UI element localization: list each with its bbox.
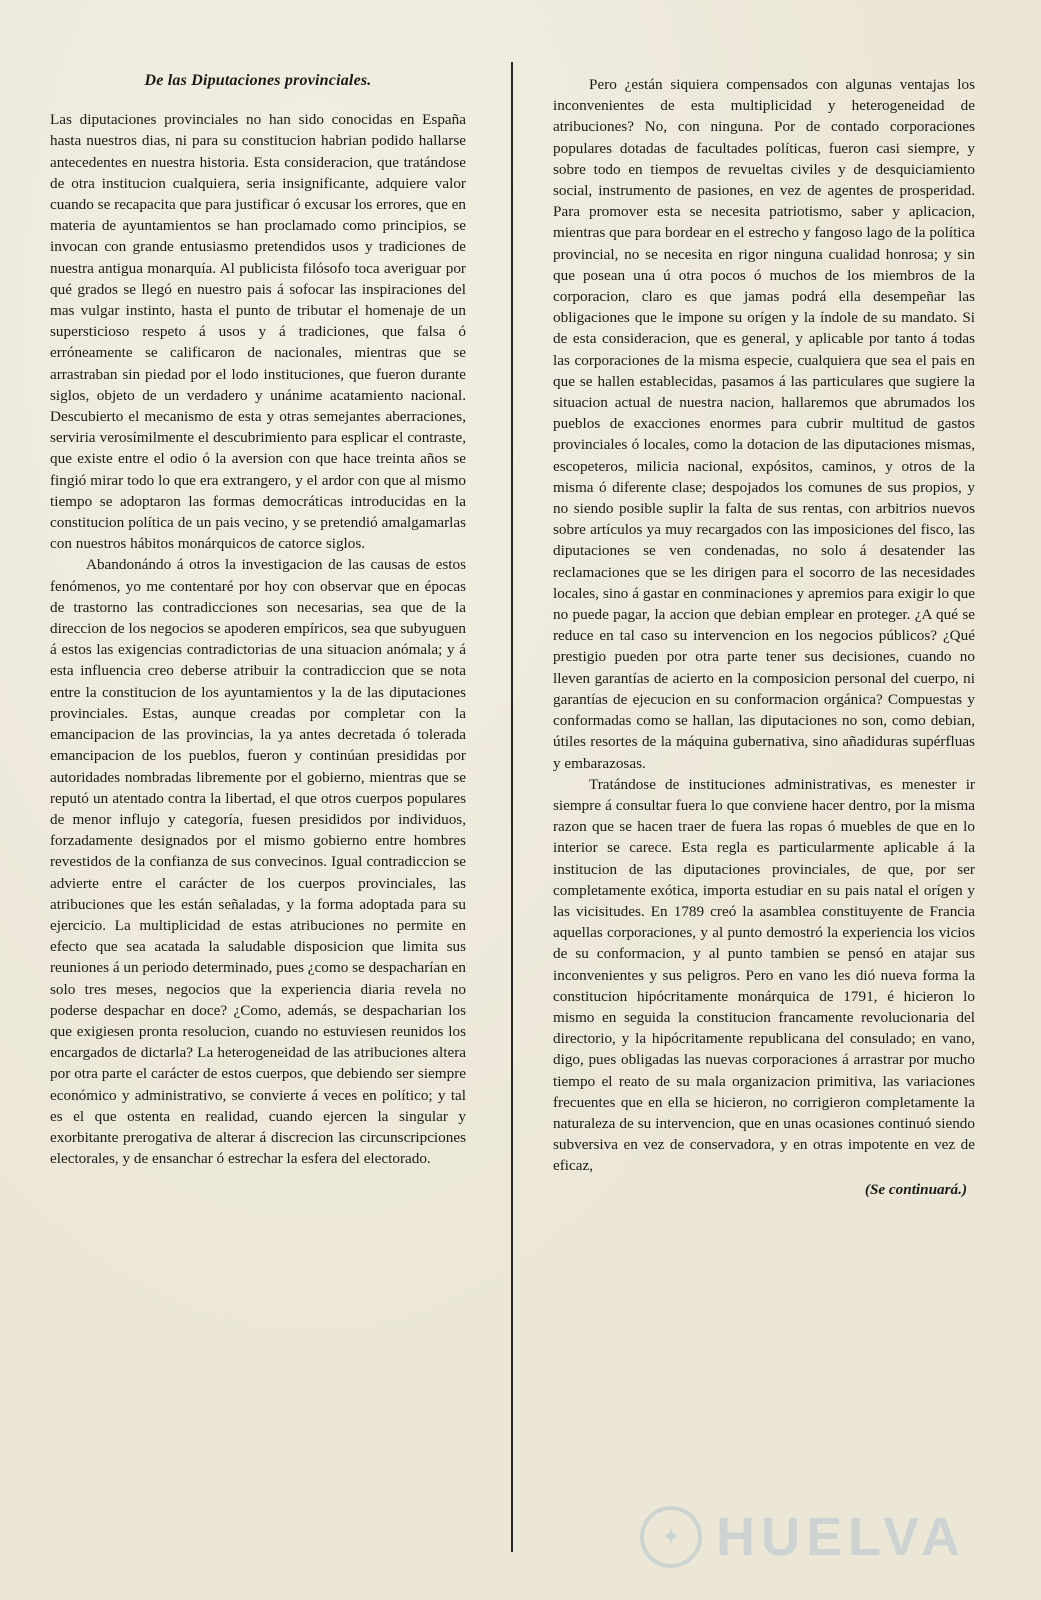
- paragraph-1: Las diputaciones provinciales no han sido conocidas en España hasta nuestros dias, ni para su constitucion habrian podido hallarse antecedentes en nuestra historia. Esta consideracion, que tratándose de otra institucion cualquiera, seria insignificante, adquiere valor cuando se recapacita que para justificar ó excusar los errores, que en materia de ayuntamientos se han proclamado como principios, se invocan con grande entusiasmo pretendidos usos y tradiciones de nuestra antigua monarquía. Al publicista filósofo toca averiguar por qué grados se llegó en nuestro pais á sofocar las inspiraciones del mas vulgar instinto, hasta el punto de tributar el homenaje de un supersticioso respeto á usos y á tradiciones, que falsa ó erróneamente se calificaron de nacionales, mientras que se arrastraban sin piedad por el lodo instituciones, que fueron durante siglos, objeto de un verdadero y unánime acatamiento nacional. Descubierto el mecanismo de esta y otras semejantes aberraciones, serviria verosímilmente el descubrimiento para esplicar el contraste, que existe entre el odio ó la aversion con que hace treinta años se fingió mirar todo lo que era extrangero, y el ardor con que al mismo tiempo se adoptaron las formas democráticas introducidas en la constitucion política de un pais vecino, y se pretendió amalgamarlas con nuestros hábitos monárquicos de catorce siglos.: [50, 111, 466, 553]
- watermark-text: HUELVA: [716, 1507, 966, 1567]
- paragraph-4: Tratándose de instituciones administrativas, es menester ir siempre á consultar fuera lo que conviene hacer dentro, por la misma razon que se hacen traer de fuera las ropas ó muebles de que en lo interior se carece. Esta regla es particularmente aplicable á la institucion de las diputaciones provinciales, de que, por ser completamente exótica, importa estudiar en su pais natal el orígen y las vicisitudes. En 1789 creó la asamblea constituyente de Francia aquellas corporaciones, y al punto demostró la experiencia los vicios de su conformacion, y al punto tambien se pensó en atajar sus inconvenientes y sus peligros. Pero en vano les dió nueva forma la constitucion hipócritamente monárquica de 1791, é hicieron lo mismo en seguida la constitucion francamente revolucionaria del directorio, y la hipócritamente republicana del consulado; en vano, digo, pues obligadas las nuevas corporaciones á arrastrar por mucho tiempo el reato de su mala organizacion primitiva, las variaciones frecuentes que en ella se hicieron, no corrigieron completamente la naturaleza de su intervencion, que en unas ocasiones continuó siendo subversiva en vez de conservadora, y en otras impotente en vez de eficaz,: [553, 775, 975, 1175]
- right-column: [553, 74, 975, 1200]
- continued-note: (Se continuará.): [864, 1180, 967, 1198]
- library-watermark: [640, 1502, 1000, 1572]
- article-heading: De las Diputaciones provinciales.: [144, 72, 372, 89]
- seal-icon: ✦: [640, 1506, 702, 1568]
- paragraph-2: Abandonándo á otros la investigacion de las causas de estos fenómenos, yo me contentaré por hoy con observar que en épocas de trastorno las contradicciones son necesarias, sea que de la direccion de los negocios se apoderen empíricos, sea que subyuguen á estos las exigencias contradictorias de una situacion anómala; y á esta influencia creo deberse atribuir la contradiccion que se nota entre la constitucion de los ayuntamientos y la de las diputaciones provinciales. Estas, aunque creadas por completar con la emancipacion de las provincias, la ya antes decretada ó tolerada emancipacion de los pueblos, fueron y continúan presididas por autoridades nombradas libremente por el gobierno, mientras que se reputó un atentado contra la libertad, el que otros cuerpos populares de menor influjo y categoría, fuesen presididos por individuos, forzadamente designados por el mismo gobierno entre hombres revestidos de la confianza de sus convecinos. Igual contradiccion se advierte entre el carácter de los cuerpos provinciales, las atribuciones que les están señaladas, y la forma adoptada para su ejercicio. La multiplicidad de estas atribuciones no permite en efecto que sea acatada la saludable disposicion que limita sus reuniones á un periodo determinado, pues ¿como se despacharían en solo tres meses, negocios que la experiencia diaria revela no poderse despachar en doce? ¿Como, además, se despacharian los que exigiesen pronta resolucion, cuando no estuviesen reunidos los encargados de dictarla? La heterogeneidad de las atribuciones altera por otra parte el carácter de estos cuerpos, que debiendo ser siempre económico y administrativo, se convierte á veces en político; y tal es el que ostenta en realidad, cuando ejercen la singular y exorbitante prerogativa de alterar á discrecion las circunscripciones electorales, y de ensanchar ó estrechar la esfera del electorado.: [50, 556, 466, 1168]
- paragraph-3: Pero ¿están siquiera compensados con algunas ventajas los inconvenientes de esta multiplicidad y heterogeneidad de atribuciones? No, con ninguna. Por de contado corporaciones populares dotadas de facultades políticas, fueron casi siempre, y sobre todo en tiempos de revueltas civiles y de desquiciamiento social, instrumento de pasiones, en vez de agentes de prosperidad. Para promover esta se necesita patriotismo, saber y aplicacion, mientras que para bordear en el estrecho y fangoso lago de la política provincial, no se necesita en rigor ninguna cualidad honrosa; y sin que posean una ú otra pocos ó muchos de los miembros de la corporacion, claro es que jamas podrá ella desempeñar las obligaciones que le impone su orígen y la índole de su mandato. Si de esta consideracion, que es general, y aplicable por tanto á todas las corporaciones de la misma especie, cualquiera que sea el pais en que se hallen establecidas, pasamos á las particulares que sugiere la situacion actual de nuestra nacion, hallaremos que abrumados los pueblos de exacciones enormes para cubrir multitud de gastos provinciales ó locales, como la dotacion de las diputaciones mismas, escopeteros, milicia nacional, expósitos, caminos, y otros de la misma ó diferente clase; despojados los comunes de sus propios, y no siendo posible suplir la falta de sus rentas, con arbitrios nuevos sobre artículos ya muy recargados con las imposiciones del fisco, las diputaciones se ven condenadas, no solo á desatender las reclamaciones que se les dirigen para el socorro de las necesidades locales, sino á gastar en conminaciones y apremios para exigir lo que no puede pagar, la accion que debian emplear en proteger. ¿A qué se reduce en tal caso su intervencion en los negocios públicos? ¿Qué prestigio pueden por otra parte tener sus decisiones, cuando no lleven garantías de acierto en la composicion personal del cuerpo, ni garantías de ejecucion en su conformacion orgánica? Compuestas y conformadas como se hallan, las diputaciones no son, como debian, útiles resortes de la máquina gubernativa, sino añadiduras supérfluas y embarazosas.: [553, 76, 975, 772]
- column-divider: [511, 62, 513, 1552]
- left-column: [50, 70, 466, 1169]
